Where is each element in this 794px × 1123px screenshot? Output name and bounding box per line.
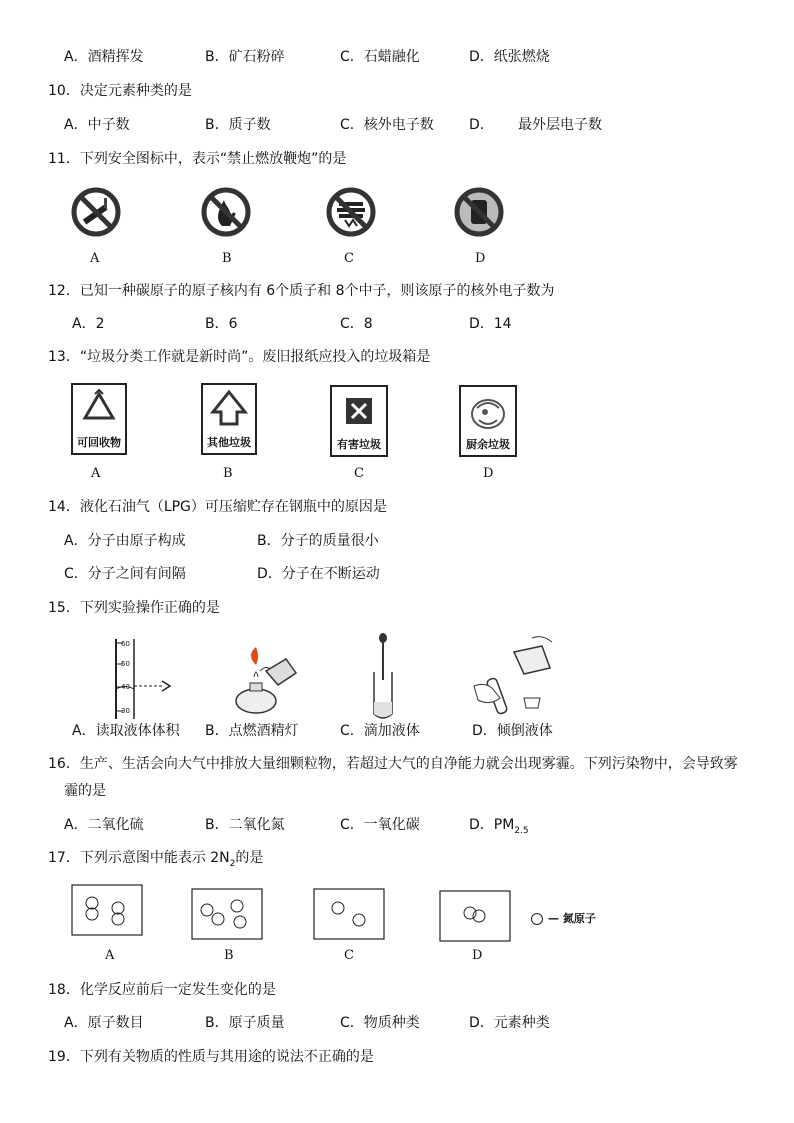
recyclable-label: 可回收物 bbox=[77, 436, 121, 449]
q18-option-b: B．原子质量 bbox=[205, 1015, 285, 1031]
q16-option-b: B．二氧化氮 bbox=[205, 817, 285, 833]
atom-diagram-a bbox=[71, 884, 143, 936]
q16-stem-line2: 霾的是 bbox=[64, 783, 106, 799]
graduated-cylinder-figure bbox=[106, 637, 178, 721]
q16-option-d-subscript: 2.5 bbox=[514, 825, 529, 836]
q14-option-b: B．分子的质量很小 bbox=[257, 533, 379, 549]
q10-option-d-text: 最外层电子数 bbox=[518, 117, 602, 133]
q12-stem: 12．已知一种碳原子的原子核内有 6个质子和 8个中子，则该原子的核外电子数为 bbox=[48, 283, 555, 299]
no-burning-icon bbox=[453, 186, 505, 238]
q17-label-d: D bbox=[472, 948, 483, 963]
q10-stem: 10．决定元素种类的是 bbox=[48, 83, 192, 99]
q11-label-b: B bbox=[222, 251, 232, 266]
alcohol-lamp-figure bbox=[226, 645, 302, 717]
q12-option-a: A．2 bbox=[72, 316, 105, 332]
q11-label-a: A bbox=[90, 251, 100, 266]
q16-option-d bbox=[469, 816, 529, 840]
q13-letter-c: C bbox=[354, 466, 364, 481]
q11-label-c: C bbox=[344, 251, 354, 266]
atom-diagram-b bbox=[191, 888, 263, 940]
q16-stem-line1: 16．生产、生活会向大气中排放大量细颗粒物，若超过大气的自净能力就会出现雾霾。下列污染物中，会导致雾 bbox=[48, 756, 738, 772]
q15-option-a: A．读取液体体积 bbox=[72, 723, 180, 739]
q13-letter-a: A bbox=[91, 466, 101, 481]
q9-option-b: B．矿石粉碎 bbox=[205, 49, 285, 65]
q17-label-a: A bbox=[105, 948, 115, 963]
q14-option-c: C．分子之间有间隔 bbox=[64, 566, 186, 582]
kitchen-waste-bin bbox=[459, 385, 517, 457]
legend-label: — 氮原子 bbox=[548, 912, 596, 925]
q17-stem bbox=[48, 849, 263, 873]
q18-option-d: D．元素种类 bbox=[469, 1015, 550, 1031]
q12-option-c: C．8 bbox=[340, 316, 373, 332]
q19-stem: 19．下列有关物质的性质与其用途的说法不正确的是 bbox=[48, 1049, 374, 1065]
q13-letter-b: B bbox=[223, 466, 233, 481]
pouring-liquid-figure bbox=[470, 632, 556, 720]
q11-label-d: D bbox=[475, 251, 486, 266]
hazardous-waste-bin bbox=[330, 385, 388, 457]
q14-option-d: D．分子在不断运动 bbox=[257, 566, 380, 582]
tick-40: 40 bbox=[121, 683, 130, 691]
q17-stem-end: 的是 bbox=[235, 850, 264, 866]
q14-option-a: A．分子由原子构成 bbox=[64, 533, 186, 549]
q10-option-a: A．中子数 bbox=[64, 117, 130, 133]
q16-option-d-text: D．PM bbox=[469, 817, 515, 833]
no-open-flame-icon bbox=[200, 186, 252, 238]
other-waste-label: 其他垃圾 bbox=[207, 436, 251, 449]
q18-option-c: C．物质种类 bbox=[340, 1015, 420, 1031]
tick-30: 30 bbox=[121, 707, 130, 715]
q11-stem: 11．下列安全图标中，表示“禁止燃放鞭炮”的是 bbox=[48, 151, 347, 167]
nitrogen-atom-legend-icon bbox=[530, 912, 544, 926]
q13-letter-d: D bbox=[483, 466, 494, 481]
q9-option-d: D．纸张燃烧 bbox=[469, 49, 550, 65]
q15-option-b: B．点燃酒精灯 bbox=[205, 723, 299, 739]
dropper-test-tube-figure bbox=[366, 632, 400, 722]
tick-60: 60 bbox=[121, 640, 130, 648]
no-fireworks-icon bbox=[325, 186, 377, 238]
q10-option-d: D． bbox=[469, 117, 494, 133]
kitchen-waste-label: 厨余垃圾 bbox=[466, 438, 510, 451]
q12-option-d: D．14 bbox=[469, 316, 512, 332]
q17-stem-text: 17．下列示意图中能表示 2N bbox=[48, 850, 230, 866]
q12-option-b: B．6 bbox=[205, 316, 238, 332]
no-smoking-icon bbox=[70, 186, 122, 238]
q13-stem: 13．“垃圾分类工作就是新时尚”。废旧报纸应投入的垃圾箱是 bbox=[48, 349, 431, 365]
q9-option-a: A．酒精挥发 bbox=[64, 49, 144, 65]
recyclable-bin bbox=[71, 383, 127, 455]
q14-stem: 14．液化石油气（LPG）可压缩贮存在钢瓶中的原因是 bbox=[48, 499, 387, 515]
q18-stem: 18．化学反应前后一定发生变化的是 bbox=[48, 982, 276, 998]
q16-option-c: C．一氧化碳 bbox=[340, 817, 420, 833]
q15-option-d: D．倾倒液体 bbox=[472, 723, 553, 739]
hazardous-waste-label: 有害垃圾 bbox=[337, 438, 381, 451]
q16-option-a: A．二氧化硫 bbox=[64, 817, 144, 833]
atom-diagram-c bbox=[313, 888, 385, 940]
other-waste-bin bbox=[201, 383, 257, 455]
q17-stem-subscript: 2 bbox=[229, 858, 236, 869]
q10-option-b: B．质子数 bbox=[205, 117, 271, 133]
q17-label-b: B bbox=[224, 948, 234, 963]
q18-option-a: A．原子数目 bbox=[64, 1015, 144, 1031]
q9-option-c: C．石蜡融化 bbox=[340, 49, 420, 65]
q15-option-c: C．滴加液体 bbox=[340, 723, 420, 739]
q17-label-c: C bbox=[344, 948, 354, 963]
q15-stem: 15．下列实验操作正确的是 bbox=[48, 600, 220, 616]
q10-option-c: C．核外电子数 bbox=[340, 117, 434, 133]
atom-diagram-d bbox=[439, 890, 511, 942]
tick-50: 50 bbox=[121, 660, 130, 668]
